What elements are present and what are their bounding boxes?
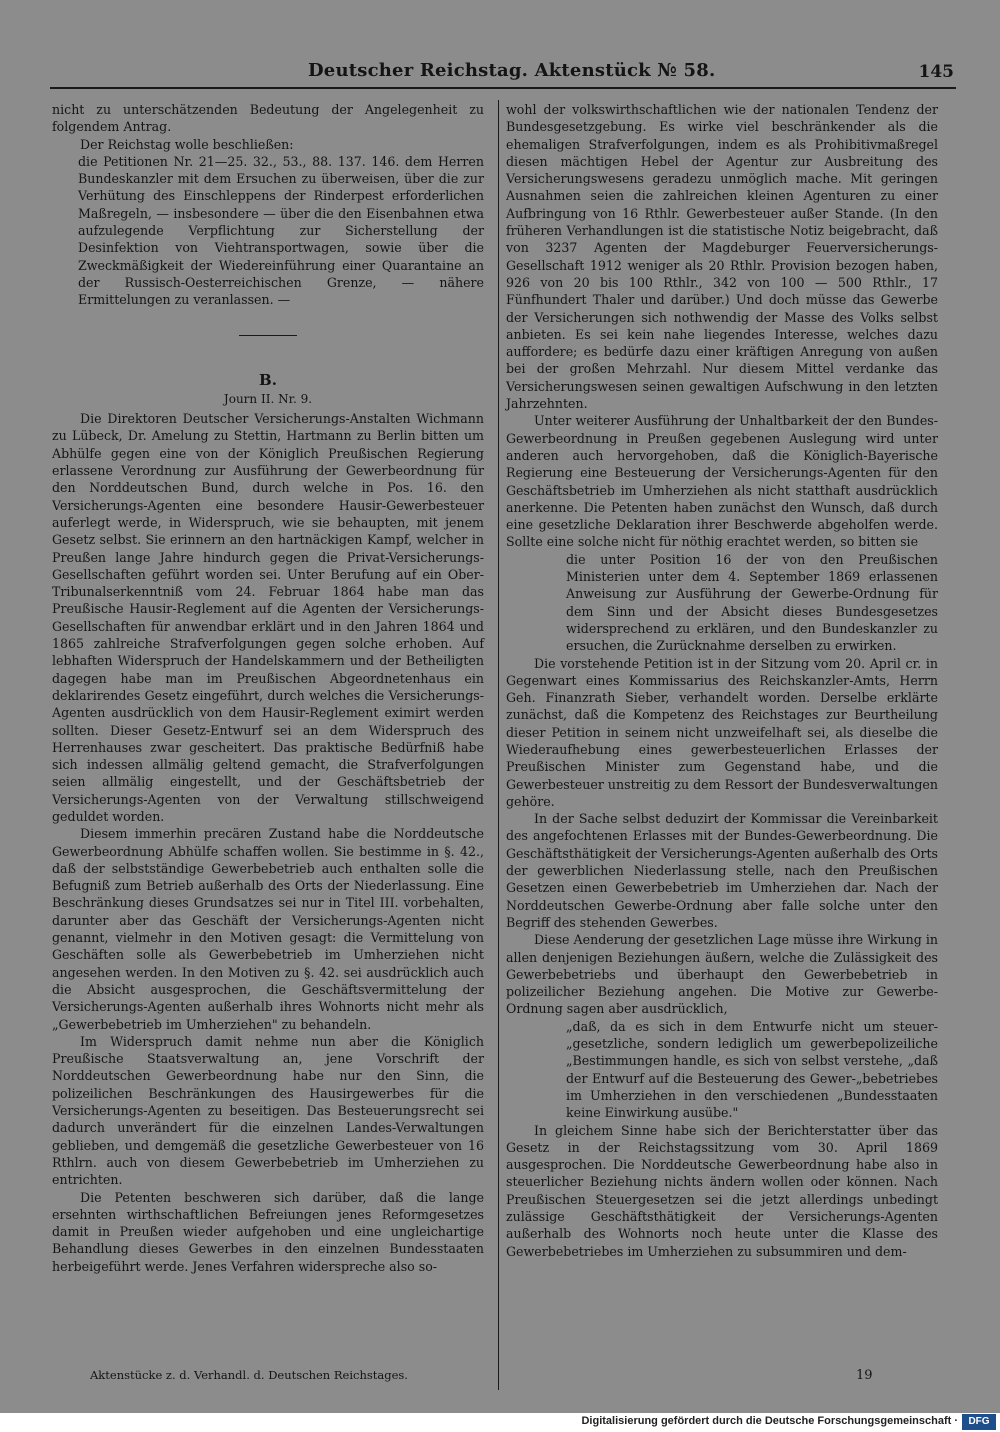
quotation: „daß, da es sich in dem Entwurfe nicht um steuer-„gesetzliche, sondern lediglich um gewerbepolizeiliche „Bestimmungen handle, es sich von selbst verstehe, „daß der Entwurf auf die Besteuerung des Gewer-„bebetriebes im Umherziehen in den verschiedenen „Bundesstaaten keine Einwirkung ausübe." (566, 1018, 938, 1121)
paragraph: Diesem immerhin precären Zustand habe die Norddeutsche Gewerbeordnung Abhülfe schaffen wollen. Sie bestimme in §. 42., daß der selbstständige Gewerbebetrieb auch enthalten solle die Befugniß zum Betrieb außerhalb des Orts der Niederlassung. Eine Beschränkung dieses Grundsatzes sei nur in Titel III. vorbehalten, darunter aber das Geschäft der Versicherungs-Agenten nicht genannt, vielmehr in den Motiven gesagt: die Vermittelung von Geschäften solle als Gewerbebetrieb im Umherziehen nicht angesehen werden. In den Motiven zu §. 42. sei ausdrücklich auch die Absicht ausgesprochen, die Geschäftsvermittelung der Versicherungs-Agenten außerhalb ihres Wohnorts nicht mehr als „Gewerbebetrieb im Umherziehen" zu behandeln. (52, 826, 484, 1032)
column-divider (498, 100, 499, 1390)
left-column (52, 101, 484, 1275)
page-number: 145 (918, 62, 954, 82)
page-header (50, 60, 960, 84)
dfg-logo: DFG (962, 1414, 996, 1430)
paragraph: wohl der volkswirthschaftlichen wie der nationalen Tendenz der Bundesgesetzgebung. Es wirke viel beschränkender als die ehemaligen Strafverfolgungen, indem es als Prohibitivmaßregel diesen mächtigen Hebel der Agentur zur Ausbreitung des Versicherungswesens geradezu unmöglich mache. Mit geringen Ausnahmen seien die zahlreichen kleinen Agenturen zu einer Aufbringung von 16 Rthlr. Gewerbesteuer außer Stande. (In den früheren Verhandlungen ist die statistische Notiz beigebracht, daß von 3237 Agenten der Magdeburger Feuerversicherungs-Gesellschaft 1912 weniger als 20 Rthlr. Provision bezogen haben, 926 von 20 bis 100 Rthlr., 342 von 100 — 500 Rthlr., 17 Fünfhundert Thaler und darüber.) Und doch müsse das Gewerbe der Versicherungen sich nothwendig der Masse des Volks selbst anbieten. Es sei kein nahe liegendes Interesse, welches dazu auffordere; es bedürfe dazu einer kräftigen Anregung von außen bei der großen Mehrzahl. Nur diesem Mittel verdanke das Versicherungswesen seinen gewaltigen Aufschwung in den letzten Jahrzehnten. (506, 102, 938, 412)
credit-text: Digitalisierung gefördert durch die Deutsche Forschungsgemeinschaft · (581, 1415, 958, 1427)
paragraph: Die vorstehende Petition ist in der Sitzung vom 20. April cr. in Gegenwart eines Kommissarius des Reichskanzler-Amts, Herrn Geh. Finanzrath Sieber, verhandelt worden. Derselbe erklärte zunächst, daß die Kompetenz des Reichstages zur Beurtheilung dieser Petition in seinem nicht unzweifelhaft sei, als dieselbe die Wiederaufhebung eines gewerbesteuerlichen Erlasses der Preußischen Minister zum Gegenstand habe, und die Gewerbesteuer unstreitig zu dem Ressort der Bundesverwaltungen gehöre. (506, 655, 938, 809)
paragraph: In gleichem Sinne habe sich der Berichterstatter über das Gesetz in der Reichstagssitzung vom 30. April 1869 ausgesprochen. Die Norddeutsche Gewerbeordnung habe also in steuerlicher Beziehung nichts ändern wollen oder können. Nach Preußischen Steuergesetzen sei die jetzt allerdings unbedingt zulässige Geschäftsthätigkeit der Versicherungs-Agenten außerhalb des Wohnorts noch heute unter die Klasse des Gewerbebetriebes im Umherziehen zu subsummiren und dem- (506, 1122, 938, 1259)
journal-reference: Journ II. Nr. 9. (223, 391, 313, 406)
paragraph: Der Reichstag wolle beschließen: (80, 136, 294, 152)
resolution-text: die Petitionen Nr. 21—25. 32., 53., 88. 137. 146. dem Herren Bundeskanzler mit dem Ersuchen zu überweisen, über die zur Verhütung des Einschleppens der Rinderpest erforderlichen Maßregeln, — insbesondere — über die den Eisenbahnen etwa aufzulegende Verpflichtung zur Sicherstellung der Desinfektion von Viehtransportwagen, sowie über die Zweckmäßigkeit der Wiedereinführung einer Quarantaine an der Russisch-Oesterreichischen Grenze, — nähere Ermittelungen zu veranlassen. — (78, 153, 484, 308)
paragraph: Unter weiterer Ausführung der Unhaltbarkeit der den Bundes-Gewerbeordnung in Preußen gegebenen Auslegung wird unter anderen auch hervorgehoben, daß die Königlich-Bayerische Regierung eine Besteuerung der Versicherungs-Agenten für den Geschäftsbetrieb im Umherziehen als nicht statthaft ausdrücklich anerkenne. Die Petenten haben zunächst den Wunsch, daß durch eine gesetzliche Deklaration ihrer Beschwerde abgeholfen werde. Sollte eine solche nicht für nöthig erachtet werden, so bitten sie (506, 413, 938, 550)
running-title: Deutscher Reichstag. Aktenstück № 58. (308, 60, 716, 81)
paragraph: Die Direktoren Deutscher Versicherungs-Anstalten Wichmann zu Lübeck, Dr. Amelung zu Stettin, Hartmann zu Berlin bitten um Abhülfe gegen eine von der Königlich Preußischen Regierung erlassene Verordnung zur Ausführung der Gewerbeordnung für den Norddeutschen Bund, durch welche in Pos. 16. den Versicherungs-Agenten eine besondere Hausir-Gewerbesteuer auferlegt werde, in Widerspruch, wie sie behaupten, mit jenem Gesetz selbst. Sie erinnern an den hartnäckigen Kampf, welcher in Preußen lange Jahre hindurch gegen die Privat-Versicherungs-Gesellschaften geführt worden sei. Unter Berufung auf ein Ober-Tribunalserkenntniß vom 24. Februar 1864 habe man das Preußische Hausir-Reglement auf die Agenten der Versicherungs-Gesellschaften für anwendbar erklärt und in den Jahren 1864 und 1865 zahlreiche Strafverfolgungen gegen solche erhoben. Auf lebhaften Widerspruch der Handelskammern und der Betheiligten dagegen habe man im Preußischen Abgeordnetenhaus ein deklarirendes Gesetz eingeführt, durch welches die Versicherungs-Agenten ausdrücklich von dem Hausir-Reglement eximirt werden sollten. Dieser Gesetz-Entwurf sei an dem Widerspruch des Herrenhauses zwar gescheitert. Das praktische Bedürfniß habe sich indessen allmälig geltend gemacht, die Strafverfolgungen seien allmälig eingestellt, und der Geschäftsbetrieb der Versicherungs-Agenten von der Verwaltung stillschweigend geduldet worden. (52, 411, 484, 824)
section-separator (239, 335, 297, 336)
sheet-signature: 19 (856, 1368, 873, 1383)
paragraph: Die Petenten beschweren sich darüber, daß die lange ersehnten wirthschaftlichen Befreiungen jenes Reformgesetzes damit in Preußen wieder aufgehoben und eine ungleichartige Behandlung dieses Gewerbes in den einzelnen Bundesstaaten herbeigeführt werde. Jenes Verfahren widerspreche also so- (52, 1189, 484, 1274)
paragraph: Im Widerspruch damit nehme nun aber die Königlich Preußische Staatsverwaltung an, jene Vorschrift der Norddeutschen Gewerbeordnung habe nur den Sinn, die polizeilichen Beschränkungen des Hausirgewerbes für die Versicherungs-Agenten zu beseitigen. Das Besteuerungsrecht sei dadurch unverändert für die einzelnen Landes-Verwaltungen geblieben, und demgemäß die gesetzliche Gewerbesteuer von 16 Rthlrn. auch von diesem Gewerbebetrieb im Umherziehen zu entrichten. (52, 1033, 484, 1188)
footer-source: Aktenstücke z. d. Verhandl. d. Deutschen Reichstages. (90, 1368, 408, 1382)
right-column (506, 101, 938, 1260)
header-rule (50, 87, 956, 89)
paragraph: Diese Aenderung der gesetzlichen Lage müsse ihre Wirkung in allen denjenigen Beziehungen äußern, welche die Zulässigkeit des Gewerbebetriebs und überhaupt den Gewerbebetrieb in polizeilicher Beziehung angehen. Die Motive zur Gewerbe-Ordnung sagen aber ausdrücklich, (506, 932, 938, 1017)
paragraph: In der Sache selbst deduzirt der Kommissar die Vereinbarkeit des angefochtenen Erlasses mit der Bundes-Gewerbeordnung. Die Geschäftsthätigkeit der Versicherungs-Agenten außerhalb des Orts der gewerblichen Niederlassung stelle, nach den Preußischen Gesetzen einen Gewerbebetrieb im Umherziehen dar. Nach der Norddeutschen Gewerbe-Ordnung aber falle solche unter den Begriff des stehenden Gewerbes. (506, 811, 938, 930)
petition-request: die unter Position 16 der von den Preußischen Ministerien unter dem 4. September 1869 erlassenen Anweisung zur Ausführung der Gewerbe-Ordnung für dem Sinn und der Absicht dieses Bundesgesetzes widersprechend zu erklären, und den Bundeskanzler zu ersuchen, die Zurücknahme derselben zu erwirken. (566, 551, 938, 654)
digitization-credit-bar (0, 1413, 1000, 1432)
paragraph: nicht zu unterschätzenden Bedeutung der Angelegenheit zu folgendem Antrag. (52, 102, 484, 135)
section-heading: B. (259, 370, 277, 389)
